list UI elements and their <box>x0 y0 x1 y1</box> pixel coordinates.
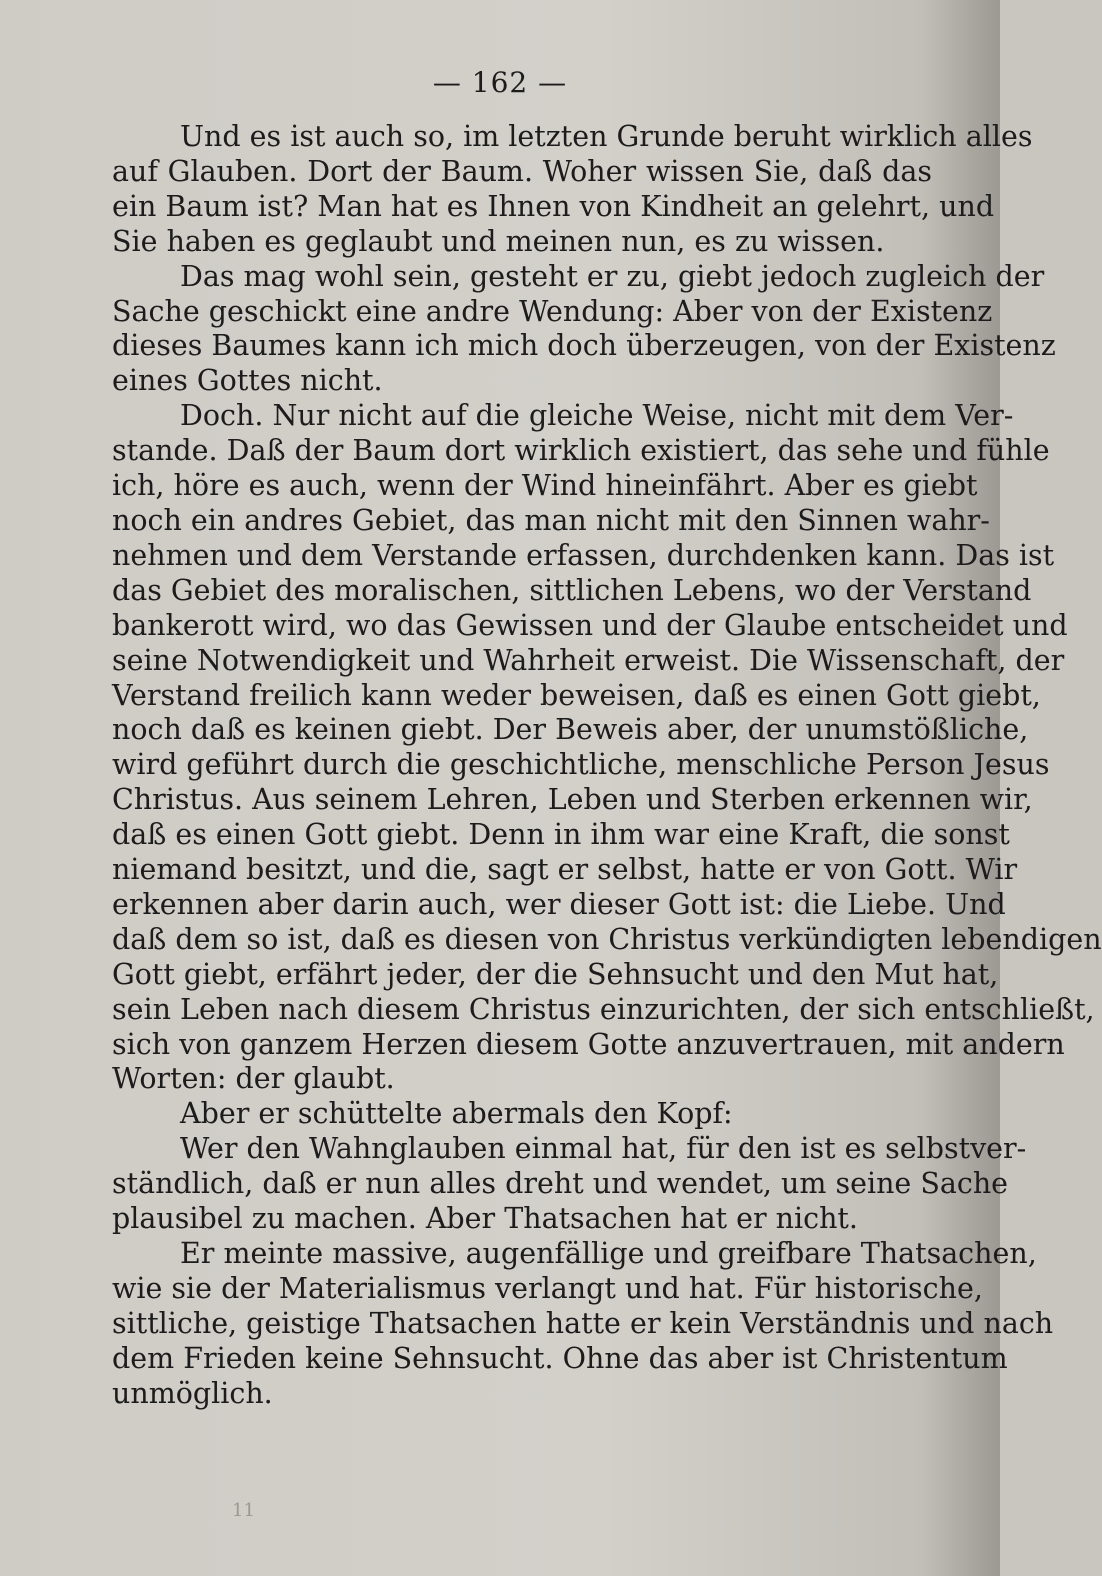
text-line: bankerott wird, wo das Gewissen und der Glaube entscheidet und <box>112 608 1068 642</box>
text-line: Doch. Nur nicht auf die gleiche Weise, nicht mit dem Ver- <box>180 399 1014 433</box>
text-line: daß es einen Gott giebt. Denn in ihm war eine Kraft, die sonst <box>112 818 1010 852</box>
text-line: daß dem so ist, daß es diesen von Christus verkündigten lebendigen <box>112 922 1102 956</box>
text-line: eines Gottes nicht. <box>112 364 383 398</box>
text-line: noch ein andres Gebiet, das man nicht mit den Sinnen wahr- <box>112 503 990 537</box>
text-line: Wer den Wahnglauben einmal hat, für den ist es selbstver- <box>180 1132 1027 1166</box>
text-line: wird geführt durch die geschichtliche, menschliche Person Jesus <box>112 748 1050 782</box>
text-line: ein Baum ist? Man hat es Ihnen von Kindheit an gelehrt, und <box>112 189 995 223</box>
text-line: das Gebiet des moralischen, sittlichen Lebens, wo der Verstand <box>112 573 1032 607</box>
paragraph <box>112 120 1033 260</box>
text-line: niemand besitzt, und die, sagt er selbst, hatte er von Gott. Wir <box>112 853 1018 887</box>
text-line: Verstand freilich kann weder beweisen, daß es einen Gott giebt, <box>112 678 1041 712</box>
text-line: Worten: der glaubt. <box>112 1062 395 1096</box>
text-line: stande. Daß der Baum dort wirklich existiert, das sehe und fühle <box>112 434 1050 468</box>
text-line: Und es ist auch so, im letzten Grunde beruht wirklich alles <box>180 120 1033 153</box>
text-line: noch daß es keinen giebt. Der Beweis aber, der unumstößliche, <box>112 713 1029 747</box>
text-line: sittliche, geistige Thatsachen hatte er kein Verständnis und nach <box>112 1306 1054 1340</box>
text-line: Aber er schüttelte abermals den Kopf: <box>180 1097 733 1131</box>
page-number: — 162 — <box>432 66 568 99</box>
paragraph <box>112 1132 1027 1237</box>
text-line: sein Leben nach diesem Christus einzurichten, der sich entschließt, <box>112 992 1095 1026</box>
text-line: unmöglich. <box>112 1376 273 1410</box>
text-line: Christus. Aus seinem Lehren, Leben und Sterben erkennen wir, <box>112 783 1033 817</box>
text-line: dem Frieden keine Sehnsucht. Ohne das aber ist Christentum <box>112 1341 1008 1375</box>
text-line: Das mag wohl sein, gesteht er zu, giebt jedoch zugleich der <box>180 259 1045 293</box>
text-line: plausibel zu machen. Aber Thatsachen hat er nicht. <box>112 1202 858 1236</box>
text-line: ständlich, daß er nun alles dreht und wendet, um seine Sache <box>112 1167 1009 1201</box>
paragraph <box>112 259 1056 400</box>
text-line: Gott giebt, erfährt jeder, der die Sehnsucht und den Mut hat, <box>112 957 999 991</box>
text-line: auf Glauben. Dort der Baum. Woher wissen Sie, daß das <box>112 154 932 188</box>
text-line: Sie haben es geglaubt und meinen nun, es zu wissen. <box>112 224 885 258</box>
text-line: seine Notwendigkeit und Wahrheit erweist. Die Wissenschaft, der <box>112 643 1065 677</box>
text-line: nehmen und dem Verstande erfassen, durchdenken kann. Das ist <box>112 538 1055 572</box>
paragraph <box>112 1097 932 1132</box>
paragraph <box>112 399 1102 1097</box>
text-line: Sache geschickt eine andre Wendung: Aber von der Existenz <box>112 294 993 328</box>
body-text <box>112 120 1102 1412</box>
signature-mark: 11 <box>232 1500 255 1521</box>
text-line: dieses Baumes kann ich mich doch überzeugen, von der Existenz <box>112 329 1056 363</box>
text-line: ich, höre es auch, wenn der Wind hineinfährt. Aber es giebt <box>112 469 978 503</box>
text-line: Er meinte massive, augenfällige und greifbare Thatsachen, <box>180 1237 1037 1270</box>
paragraph <box>112 1237 1054 1412</box>
text-line: wie sie der Materialismus verlangt und hat. Für historische, <box>112 1271 983 1305</box>
text-line: sich von ganzem Herzen diesem Gotte anzuvertrauen, mit andern <box>112 1027 1065 1061</box>
text-line: erkennen aber darin auch, wer dieser Gott ist: die Liebe. Und <box>112 887 1006 921</box>
